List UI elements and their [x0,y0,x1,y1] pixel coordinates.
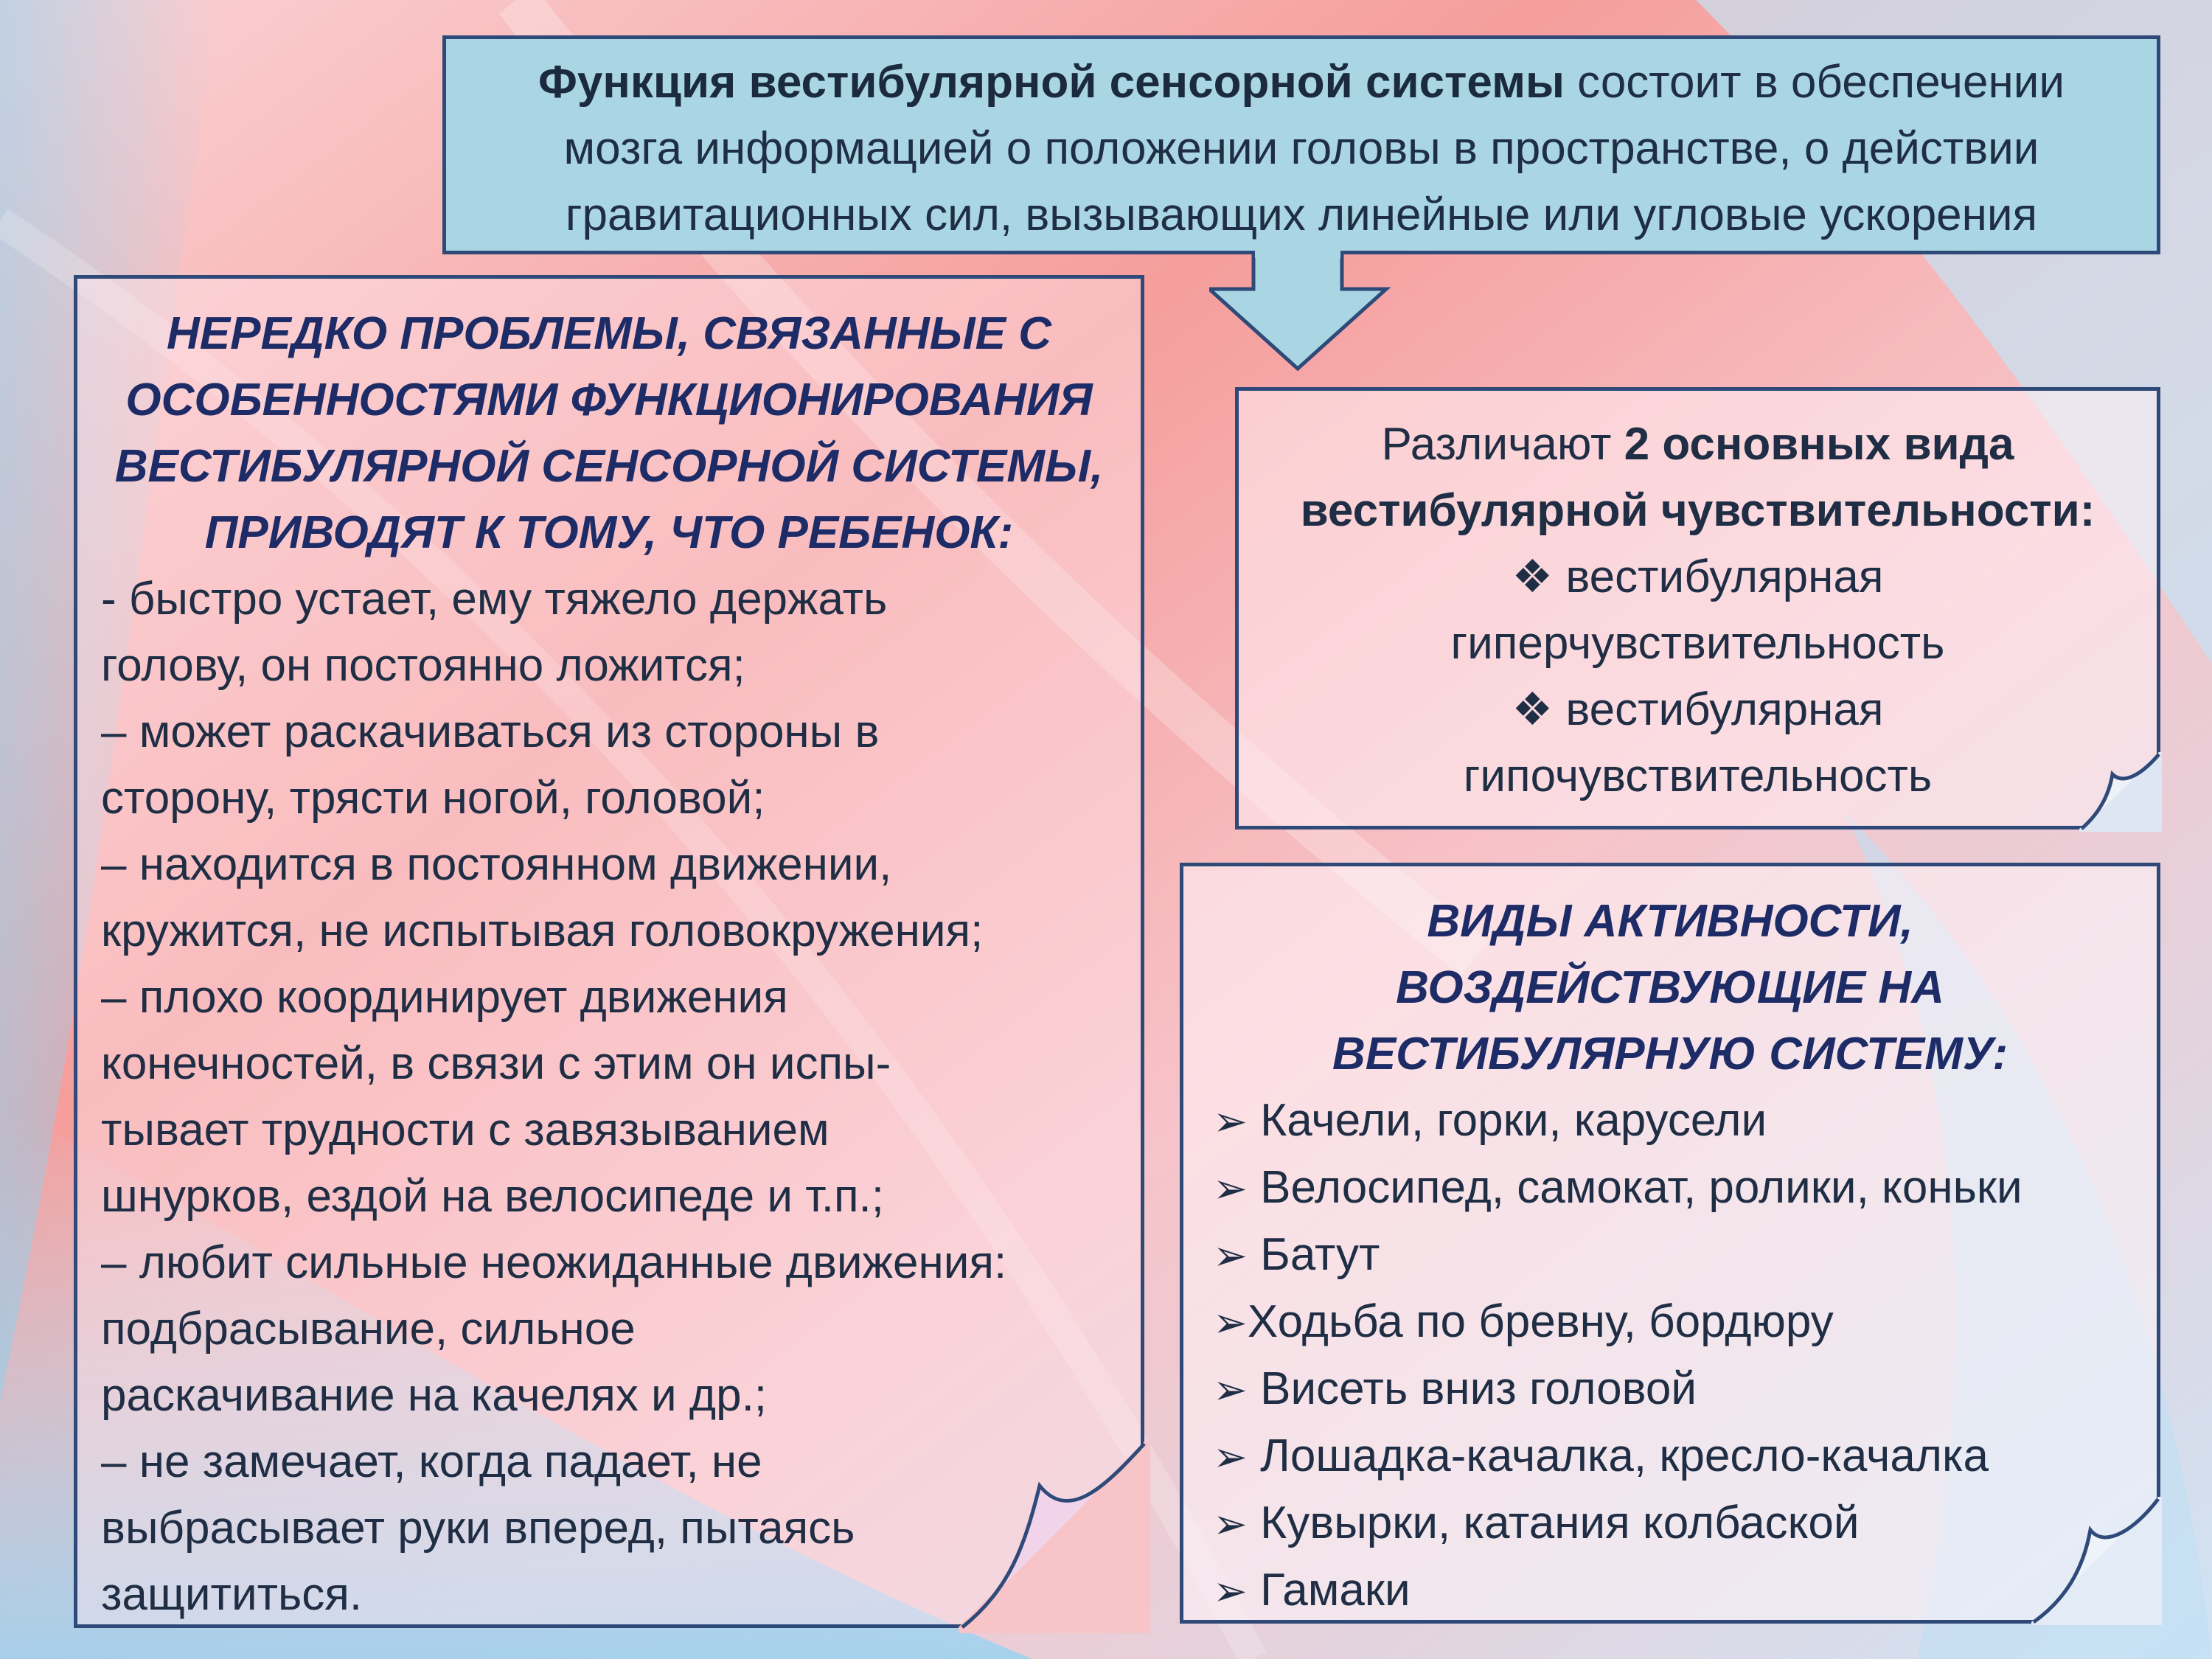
list-item: ➢ Гамаки [1213,1565,1411,1615]
arrow-bullet-icon: ➢ [1213,1299,1248,1346]
kind-item-2-cont: гипочувствительность [1463,751,1933,801]
arrow-bullet-icon: ➢ [1213,1500,1248,1547]
problem-line: выбрасывает руки вперед, пытаясь [101,1503,855,1554]
problem-line: подбрасывание, сильное [101,1304,636,1354]
list-item: ➢ Висеть вниз головой [1213,1363,1697,1414]
problem-line: раскачивание на качелях и др.; [101,1370,768,1421]
definition-line-1: Функция вестибулярной сенсорной системы состоит в обеспечении [538,57,2065,108]
problem-line: кружится, не испытывая головокружения; [101,905,984,956]
list-item: ➢ Велосипед, самокат, ролики, коньки [1213,1162,2023,1213]
page-curl-icon [2079,752,2162,832]
list-item: ➢ Лошадка-качалка, кресло-качалка [1213,1430,1989,1481]
arrow-bullet-icon: ➢ [1213,1165,1248,1211]
list-item: ➢ Батут [1213,1229,1380,1280]
list-item: ➢ Качели, горки, карусели [1213,1095,1767,1146]
arrow-bullet-icon: ➢ [1213,1232,1248,1279]
arrow-bullet-icon: ➢ [1213,1433,1248,1480]
kinds-line-2: вестибулярной чувствительности: [1300,485,2096,536]
problem-line: конечностей, в связи с этим он испы- [101,1038,891,1089]
problem-line: – любит сильные неожиданные движения: [101,1237,1007,1288]
down-arrow [1209,251,1401,376]
function-definition-box [442,35,2160,254]
arrow-bullet-icon: ➢ [1213,1568,1248,1614]
problem-line: - быстро устает, ему тяжело держать [101,574,888,625]
sensitivity-kinds-box [1235,387,2160,830]
kinds-line-1: Различают 2 основных вида [1381,419,2014,470]
problem-line: – находится в постоянном движении, [101,839,892,890]
kind-item-1: ❖ вестибулярная [1512,552,1884,602]
list-item: ➢ Кувырки, катания колбаской [1213,1498,1860,1548]
activities-list [1213,1088,2142,1624]
arrow-bullet-icon: ➢ [1213,1098,1248,1144]
problem-line: сторону, трясти ногой, головой; [101,773,765,824]
problem-line: тывает трудности с завязыванием [101,1105,830,1155]
kind-item-2: ❖ вестибулярная [1512,684,1884,735]
definition-line-3: гравитационных сил, вызывающих линейные или угловые ускорения [565,189,2038,240]
arrow-bullet-icon: ➢ [1213,1366,1248,1413]
page-curl-icon [2031,1497,2162,1625]
problem-line: – плохо координирует движения [101,972,788,1023]
problem-line: голову, он постоянно ложится; [101,640,745,691]
problem-line: – может раскачиваться из стороны в [101,706,880,757]
definition-line-2: мозга информацией о положении головы в пространстве, о действии [563,123,2039,174]
diamond-bullet-icon: ❖ [1512,684,1554,735]
diamond-bullet-icon: ❖ [1512,552,1554,602]
activities-heading: ВИДЫ АКТИВНОСТИ, ВОЗДЕЙСТВУЮЩИЕ НА ВЕСТИБУЛЯРНУЮ СИСТЕМУ: [1332,896,2008,1079]
activities-box [1180,863,2160,1624]
page-curl-icon [959,1441,1150,1633]
problems-box [74,275,1144,1628]
definition-bold-term: Функция вестибулярной сенсорной системы [538,57,1565,108]
problems-heading: НЕРЕДКО ПРОБЛЕМЫ, СВЯЗАННЫЕ С ОСОБЕННОСТЯМИ ФУНКЦИОНИРОВАНИЯ ВЕСТИБУЛЯРНОЙ СЕНСОРНОЙ СИСТЕМЫ, ПРИВОДЯТ К ТОМУ, ЧТО РЕБЕНОК: [114,308,1104,558]
problem-line: шнурков, ездой на велосипеде и т.п.; [101,1171,884,1222]
list-item: ➢Ходьба по бревну, бордюру [1213,1296,1834,1347]
problem-line: – не замечает, когда падает, не [101,1436,762,1487]
problem-line: защититься. [101,1569,363,1620]
kind-item-1-cont: гиперчувствительность [1450,618,1945,669]
